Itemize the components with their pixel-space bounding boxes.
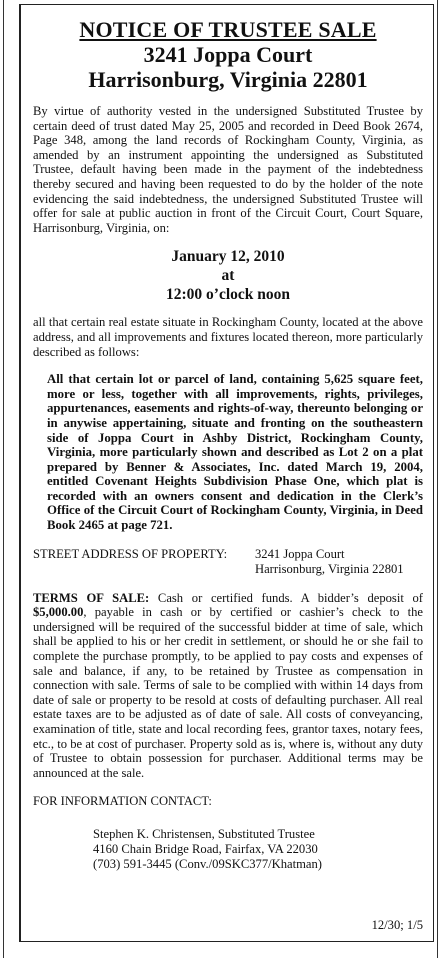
terms-text-a: Cash or certified funds. A bidder’s deposit of: [149, 590, 423, 605]
column-rule-right: [437, 0, 438, 958]
street-address-block: [33, 547, 423, 577]
contact-heading: FOR INFORMATION CONTACT:: [33, 794, 212, 809]
terms-label: TERMS OF SALE:: [33, 590, 150, 605]
terms-text-b: , payable in cash or by certified or cashier’s check to the undersigned will be required of the successful bidder at time of sale, which shall be applied to his or her credit in settlement, or should he or she fail to complete the purchase promptly, to be applied to pay costs and expenses of sale and balance, if any, to be retained by Trustee as compensation in connection with sale. Terms of sale to be complied with within 14 days from date of sale or property to be resold at costs of defaulting purchaser. All real estate taxes are to be adjusted as of date of sale. All costs of conveyancing, examination of title, state and local recording fees, grantor taxes, notary fees, etc., to be at cost of purchaser. Property sold as is, where is, without any duty of Trustee to obtain possession for purchaser. Additional terms may be announced at the sale.: [33, 605, 423, 780]
column-rule-left: [3, 0, 4, 958]
property-street: 3241 Joppa Court: [143, 42, 313, 67]
street-address-line1: 3241 Joppa Court: [255, 546, 345, 561]
street-address-label: STREET ADDRESS OF PROPERTY:: [33, 546, 228, 561]
publication-code: 12/30; 1/5: [371, 918, 423, 932]
contact-block: [93, 827, 423, 871]
contact-phone: (703) 591-3445 (Conv./09SKC377/Khatman): [93, 856, 322, 871]
notice-header: [33, 17, 423, 92]
notice-frame: [19, 4, 434, 942]
property-intro-paragraph: all that certain real estate situate in Rockingham County, located at the above address, and all improvements and fixtures located thereon, more particularly described as follows:: [33, 315, 423, 359]
contact-name: Stephen K. Christensen, Substituted Trustee: [93, 827, 315, 842]
sale-date: January 12, 2010: [171, 248, 285, 266]
terms-of-sale: [33, 591, 423, 781]
street-address-line2: Harrisonburg, Virginia 22801: [255, 561, 404, 576]
street-address-value: [255, 547, 404, 577]
deposit-amount: $5,000.00: [33, 605, 84, 620]
property-city: Harrisonburg, Virginia 22801: [88, 67, 368, 92]
contact-address: 4160 Chain Bridge Road, Fairfax, VA 22030: [93, 842, 318, 857]
sale-at: at: [221, 267, 235, 285]
legal-description: All that certain lot or parcel of land, containing 5,625 square feet, more or less, together with all improvements, rights, privileges, appurtenances, easements and rights-of-way, thereunto belonging or in anywise appertaining, situate and fronting on the southeastern side of Joppa Court in Ashby District, Rockingham County, Virginia, more particularly shown and described as Lot 2 on a plat prepared by Benner & Associates, Inc. dated March 19, 2004, entitled Covenant Heights Subdivision Phase One, which plat is recorded with an owners consent and dedication in the Clerk’s Office of the Circuit Court of Rockingham County, Virginia, in Deed Book 2465 at page 721.: [47, 372, 423, 533]
sale-datetime: [33, 247, 423, 304]
intro-paragraph: By virtue of authority vested in the undersigned Substituted Trustee by certain deed of trust dated May 25, 2005 and recorded in Deed Book 2674, Page 348, among the land records of Rockingham County, Virginia, as amended by an instrument appointing the undersigned as Substituted Trustee, default having been made in the payment of the indebtedness thereby secured and having been requested to do by the holder of the note evidencing the said indebtedness, the undersigned Substituted Trustee will offer for sale at public auction in front of the Circuit Court, Court Square, Harrisonburg, Virginia, on:: [33, 104, 423, 235]
sale-time: 12:00 o’clock noon: [166, 286, 290, 304]
notice-title: NOTICE OF TRUSTEE SALE: [79, 17, 377, 42]
